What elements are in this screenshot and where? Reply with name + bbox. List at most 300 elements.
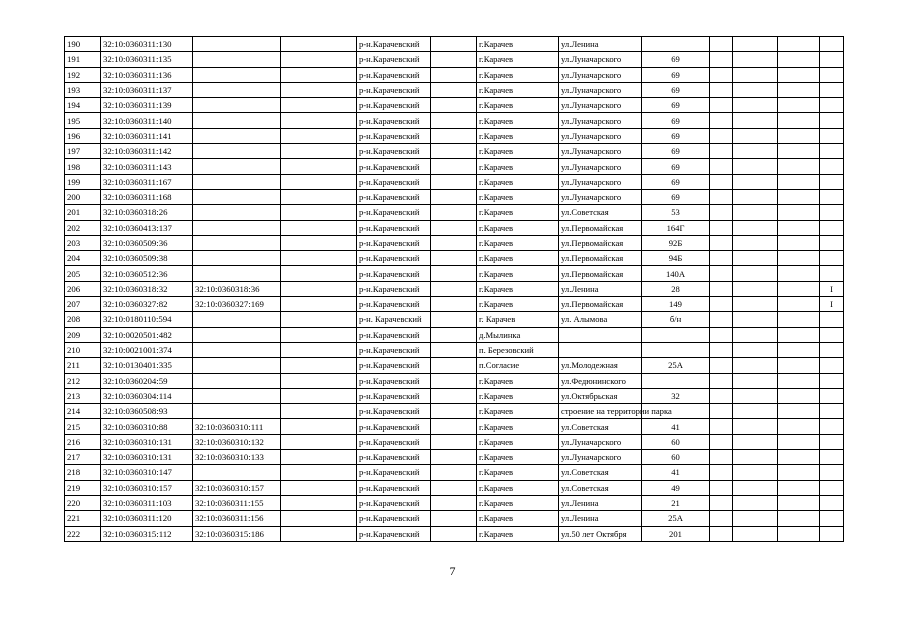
mark-cell: [820, 465, 844, 480]
empty-cell-11: [733, 67, 778, 82]
district-cell: р-н.Карачевский: [357, 342, 431, 357]
empty-cell-6: [431, 113, 477, 128]
cadastral-number-cell: 32:10:0360310:157: [101, 480, 193, 495]
house-number-cell: [642, 342, 710, 357]
empty-cell-11: [733, 342, 778, 357]
empty-cell-10: [710, 189, 733, 204]
empty-cell-11: [733, 251, 778, 266]
related-cadastral-cell: [193, 465, 281, 480]
empty-cell-10: [710, 526, 733, 541]
table-row: [65, 450, 844, 465]
empty-cell-6: [431, 450, 477, 465]
related-cadastral-cell: [193, 373, 281, 388]
settlement-cell: г.Карачев: [477, 511, 559, 526]
street-cell: ул.Молодежная: [559, 358, 642, 373]
table-body: [65, 37, 844, 542]
cadastral-number-cell: 32:10:0360310:131: [101, 450, 193, 465]
cadastral-number-cell: 32:10:0360311:140: [101, 113, 193, 128]
table-row: [65, 159, 844, 174]
table-row: [65, 404, 844, 419]
empty-cell-12: [778, 450, 820, 465]
row-number-cell: 221: [65, 511, 101, 526]
table-row: [65, 388, 844, 403]
district-cell: р-н.Карачевский: [357, 526, 431, 541]
settlement-cell: г.Карачев: [477, 419, 559, 434]
table-row: [65, 144, 844, 159]
row-number-cell: 222: [65, 526, 101, 541]
cadastral-number-cell: 32:10:0360315:112: [101, 526, 193, 541]
empty-cell-10: [710, 480, 733, 495]
empty-cell-4: [281, 205, 357, 220]
settlement-cell: г.Карачев: [477, 220, 559, 235]
empty-cell-6: [431, 251, 477, 266]
empty-cell-10: [710, 404, 733, 419]
property-registry-table: [64, 36, 844, 542]
empty-cell-11: [733, 465, 778, 480]
row-number-cell: 196: [65, 128, 101, 143]
settlement-cell: г.Карачев: [477, 297, 559, 312]
row-number-cell: 194: [65, 98, 101, 113]
empty-cell-6: [431, 37, 477, 52]
table-row: [65, 358, 844, 373]
table-row: [65, 342, 844, 357]
empty-cell-4: [281, 67, 357, 82]
empty-cell-12: [778, 113, 820, 128]
house-number-cell: 53: [642, 205, 710, 220]
street-cell: ул.Октябрьская: [559, 388, 642, 403]
empty-cell-6: [431, 388, 477, 403]
empty-cell-10: [710, 37, 733, 52]
settlement-cell: г.Карачев: [477, 159, 559, 174]
empty-cell-11: [733, 37, 778, 52]
cadastral-number-cell: 32:10:0360310:88: [101, 419, 193, 434]
empty-cell-6: [431, 434, 477, 449]
house-number-cell: 69: [642, 128, 710, 143]
row-number-cell: 204: [65, 251, 101, 266]
empty-cell-10: [710, 205, 733, 220]
settlement-cell: г.Карачев: [477, 251, 559, 266]
empty-cell-12: [778, 205, 820, 220]
empty-cell-11: [733, 419, 778, 434]
cadastral-number-cell: 32:10:0360318:26: [101, 205, 193, 220]
row-number-cell: 207: [65, 297, 101, 312]
empty-cell-12: [778, 52, 820, 67]
related-cadastral-cell: [193, 144, 281, 159]
street-cell: ул.50 лет Октября: [559, 526, 642, 541]
settlement-cell: г.Карачев: [477, 388, 559, 403]
row-number-cell: 212: [65, 373, 101, 388]
street-cell: ул.Федюнинского: [559, 373, 642, 388]
table-row: [65, 312, 844, 327]
district-cell: р-н.Карачевский: [357, 434, 431, 449]
related-cadastral-cell: [193, 98, 281, 113]
empty-cell-11: [733, 144, 778, 159]
house-number-cell: 149: [642, 297, 710, 312]
related-cadastral-cell: 32:10:0360310:133: [193, 450, 281, 465]
street-cell: [559, 327, 642, 342]
empty-cell-12: [778, 235, 820, 250]
empty-cell-10: [710, 297, 733, 312]
related-cadastral-cell: 32:10:0360310:132: [193, 434, 281, 449]
cadastral-number-cell: 32:10:0360509:38: [101, 251, 193, 266]
empty-cell-12: [778, 404, 820, 419]
table-row: [65, 434, 844, 449]
related-cadastral-cell: [193, 235, 281, 250]
district-cell: р-н.Карачевский: [357, 495, 431, 510]
cadastral-number-cell: 32:10:0180110:594: [101, 312, 193, 327]
row-number-cell: 198: [65, 159, 101, 174]
district-cell: р-н.Карачевский: [357, 98, 431, 113]
related-cadastral-cell: [193, 312, 281, 327]
house-number-cell: 69: [642, 144, 710, 159]
mark-cell: [820, 388, 844, 403]
empty-cell-10: [710, 511, 733, 526]
mark-cell: [820, 404, 844, 419]
street-cell: ул.Первомайская: [559, 251, 642, 266]
page-number: 7: [449, 564, 456, 578]
house-number-cell: 201: [642, 526, 710, 541]
empty-cell-12: [778, 220, 820, 235]
settlement-cell: г.Карачев: [477, 281, 559, 296]
mark-cell: I: [820, 281, 844, 296]
mark-cell: [820, 37, 844, 52]
row-number-cell: 211: [65, 358, 101, 373]
empty-cell-12: [778, 281, 820, 296]
empty-cell-6: [431, 373, 477, 388]
street-cell: ул. Алымова: [559, 312, 642, 327]
empty-cell-12: [778, 189, 820, 204]
house-number-cell: б/н: [642, 312, 710, 327]
row-number-cell: 215: [65, 419, 101, 434]
related-cadastral-cell: 32:10:0360310:111: [193, 419, 281, 434]
table-row: [65, 205, 844, 220]
cadastral-number-cell: 32:10:0360311:120: [101, 511, 193, 526]
cadastral-number-cell: 32:10:0360311:142: [101, 144, 193, 159]
empty-cell-4: [281, 235, 357, 250]
house-number-cell: 92Б: [642, 235, 710, 250]
empty-cell-6: [431, 174, 477, 189]
street-cell: ул.Луначарского: [559, 98, 642, 113]
empty-cell-4: [281, 404, 357, 419]
related-cadastral-cell: [193, 159, 281, 174]
empty-cell-4: [281, 480, 357, 495]
mark-cell: [820, 189, 844, 204]
house-number-cell: 69: [642, 67, 710, 82]
empty-cell-12: [778, 98, 820, 113]
table-row: [65, 480, 844, 495]
empty-cell-10: [710, 251, 733, 266]
house-number-cell: 164Г: [642, 220, 710, 235]
empty-cell-11: [733, 128, 778, 143]
empty-cell-4: [281, 327, 357, 342]
district-cell: р-н.Карачевский: [357, 511, 431, 526]
row-number-cell: 206: [65, 281, 101, 296]
district-cell: р-н.Карачевский: [357, 37, 431, 52]
cadastral-number-cell: 32:10:0360311:137: [101, 82, 193, 97]
empty-cell-6: [431, 327, 477, 342]
related-cadastral-cell: [193, 128, 281, 143]
mark-cell: [820, 235, 844, 250]
empty-cell-12: [778, 251, 820, 266]
empty-cell-6: [431, 144, 477, 159]
mark-cell: [820, 480, 844, 495]
empty-cell-11: [733, 327, 778, 342]
district-cell: р-н.Карачевский: [357, 235, 431, 250]
row-number-cell: 214: [65, 404, 101, 419]
row-number-cell: 220: [65, 495, 101, 510]
row-number-cell: 205: [65, 266, 101, 281]
cadastral-number-cell: 32:10:0360311:136: [101, 67, 193, 82]
empty-cell-12: [778, 174, 820, 189]
settlement-cell: г.Карачев: [477, 373, 559, 388]
house-number-cell: 21: [642, 495, 710, 510]
related-cadastral-cell: [193, 358, 281, 373]
street-cell: ул.Луначарского: [559, 174, 642, 189]
related-cadastral-cell: [193, 189, 281, 204]
row-number-cell: 210: [65, 342, 101, 357]
empty-cell-11: [733, 159, 778, 174]
settlement-cell: г.Карачев: [477, 174, 559, 189]
empty-cell-4: [281, 281, 357, 296]
related-cadastral-cell: [193, 327, 281, 342]
empty-cell-6: [431, 266, 477, 281]
settlement-cell: г.Карачев: [477, 52, 559, 67]
related-cadastral-cell: [193, 174, 281, 189]
empty-cell-12: [778, 312, 820, 327]
empty-cell-4: [281, 189, 357, 204]
cadastral-number-cell: 32:10:0360311:130: [101, 37, 193, 52]
empty-cell-6: [431, 67, 477, 82]
row-number-cell: 213: [65, 388, 101, 403]
street-cell: ул.Луначарского: [559, 189, 642, 204]
cadastral-number-cell: 32:10:0360310:147: [101, 465, 193, 480]
street-cell: строение на территории парка: [559, 404, 642, 419]
table-row: [65, 189, 844, 204]
empty-cell-6: [431, 281, 477, 296]
empty-cell-10: [710, 358, 733, 373]
table-row: [65, 281, 844, 296]
cadastral-number-cell: 32:10:0021001:374: [101, 342, 193, 357]
related-cadastral-cell: [193, 67, 281, 82]
empty-cell-4: [281, 526, 357, 541]
settlement-cell: г.Карачев: [477, 495, 559, 510]
mark-cell: [820, 450, 844, 465]
empty-cell-6: [431, 98, 477, 113]
related-cadastral-cell: [193, 220, 281, 235]
street-cell: ул.Луначарского: [559, 144, 642, 159]
row-number-cell: 217: [65, 450, 101, 465]
cadastral-number-cell: 32:10:0360204:59: [101, 373, 193, 388]
row-number-cell: 218: [65, 465, 101, 480]
empty-cell-12: [778, 82, 820, 97]
related-cadastral-cell: 32:10:0360311:156: [193, 511, 281, 526]
empty-cell-4: [281, 128, 357, 143]
row-number-cell: 202: [65, 220, 101, 235]
settlement-cell: г.Карачев: [477, 113, 559, 128]
empty-cell-6: [431, 419, 477, 434]
district-cell: р-н.Карачевский: [357, 419, 431, 434]
cadastral-number-cell: 32:10:0360311:167: [101, 174, 193, 189]
empty-cell-12: [778, 373, 820, 388]
settlement-cell: д.Мылинка: [477, 327, 559, 342]
empty-cell-4: [281, 434, 357, 449]
empty-cell-4: [281, 312, 357, 327]
empty-cell-11: [733, 312, 778, 327]
house-number-cell: 69: [642, 113, 710, 128]
street-cell: ул.Первомайская: [559, 297, 642, 312]
empty-cell-10: [710, 144, 733, 159]
street-cell: ул.Луначарского: [559, 159, 642, 174]
empty-cell-12: [778, 388, 820, 403]
street-cell: ул.Ленина: [559, 37, 642, 52]
settlement-cell: г. Карачев: [477, 312, 559, 327]
empty-cell-6: [431, 511, 477, 526]
related-cadastral-cell: 32:10:0360327:169: [193, 297, 281, 312]
house-number-cell: 69: [642, 98, 710, 113]
related-cadastral-cell: [193, 404, 281, 419]
mark-cell: [820, 419, 844, 434]
empty-cell-10: [710, 113, 733, 128]
empty-cell-11: [733, 450, 778, 465]
settlement-cell: г.Карачев: [477, 205, 559, 220]
street-cell: ул.Советская: [559, 480, 642, 495]
house-number-cell: 69: [642, 174, 710, 189]
house-number-cell: 41: [642, 419, 710, 434]
cadastral-number-cell: 32:10:0360311:168: [101, 189, 193, 204]
empty-cell-4: [281, 450, 357, 465]
empty-cell-12: [778, 144, 820, 159]
related-cadastral-cell: [193, 52, 281, 67]
empty-cell-4: [281, 511, 357, 526]
empty-cell-6: [431, 465, 477, 480]
empty-cell-10: [710, 434, 733, 449]
table-row: [65, 113, 844, 128]
empty-cell-10: [710, 98, 733, 113]
district-cell: р-н.Карачевский: [357, 251, 431, 266]
street-cell: ул.Луначарского: [559, 450, 642, 465]
empty-cell-4: [281, 342, 357, 357]
empty-cell-11: [733, 526, 778, 541]
district-cell: р-н.Карачевский: [357, 388, 431, 403]
empty-cell-11: [733, 373, 778, 388]
empty-cell-11: [733, 266, 778, 281]
empty-cell-11: [733, 82, 778, 97]
cadastral-number-cell: 32:10:0360311:103: [101, 495, 193, 510]
district-cell: р-н.Карачевский: [357, 327, 431, 342]
empty-cell-4: [281, 373, 357, 388]
empty-cell-6: [431, 526, 477, 541]
empty-cell-4: [281, 37, 357, 52]
table-row: [65, 37, 844, 52]
related-cadastral-cell: [193, 251, 281, 266]
table-row: [65, 266, 844, 281]
mark-cell: [820, 434, 844, 449]
mark-cell: [820, 327, 844, 342]
settlement-cell: г.Карачев: [477, 144, 559, 159]
settlement-cell: г.Карачев: [477, 235, 559, 250]
settlement-cell: г.Карачев: [477, 266, 559, 281]
empty-cell-10: [710, 465, 733, 480]
district-cell: р-н.Карачевский: [357, 82, 431, 97]
district-cell: р-н.Карачевский: [357, 465, 431, 480]
house-number-cell: 25А: [642, 511, 710, 526]
mark-cell: [820, 251, 844, 266]
empty-cell-12: [778, 327, 820, 342]
district-cell: р-н.Карачевский: [357, 52, 431, 67]
empty-cell-11: [733, 358, 778, 373]
empty-cell-11: [733, 281, 778, 296]
empty-cell-10: [710, 373, 733, 388]
empty-cell-11: [733, 480, 778, 495]
street-cell: ул.Ленина: [559, 495, 642, 510]
district-cell: р-н.Карачевский: [357, 297, 431, 312]
mark-cell: [820, 266, 844, 281]
cadastral-number-cell: 32:10:0360512:36: [101, 266, 193, 281]
house-number-cell: [642, 37, 710, 52]
house-number-cell: 60: [642, 434, 710, 449]
empty-cell-6: [431, 159, 477, 174]
mark-cell: [820, 373, 844, 388]
district-cell: р-н.Карачевский: [357, 266, 431, 281]
settlement-cell: г.Карачев: [477, 480, 559, 495]
table-row: [65, 128, 844, 143]
district-cell: р-н.Карачевский: [357, 480, 431, 495]
empty-cell-11: [733, 388, 778, 403]
settlement-cell: г.Карачев: [477, 37, 559, 52]
house-number-cell: 32: [642, 388, 710, 403]
empty-cell-4: [281, 98, 357, 113]
empty-cell-10: [710, 327, 733, 342]
table-row: [65, 235, 844, 250]
house-number-cell: [642, 327, 710, 342]
mark-cell: [820, 128, 844, 143]
district-cell: р-н.Карачевский: [357, 159, 431, 174]
empty-cell-11: [733, 434, 778, 449]
district-cell: р-н.Карачевский: [357, 220, 431, 235]
empty-cell-10: [710, 128, 733, 143]
empty-cell-6: [431, 220, 477, 235]
row-number-cell: 216: [65, 434, 101, 449]
street-cell: ул.Луначарского: [559, 67, 642, 82]
cadastral-number-cell: 32:10:0360311:141: [101, 128, 193, 143]
row-number-cell: 208: [65, 312, 101, 327]
settlement-cell: п.Согласие: [477, 358, 559, 373]
empty-cell-6: [431, 358, 477, 373]
cadastral-number-cell: 32:10:0360508:93: [101, 404, 193, 419]
empty-cell-10: [710, 388, 733, 403]
empty-cell-12: [778, 434, 820, 449]
empty-cell-10: [710, 281, 733, 296]
district-cell: р-н.Карачевский: [357, 144, 431, 159]
empty-cell-10: [710, 266, 733, 281]
district-cell: р-н.Карачевский: [357, 113, 431, 128]
district-cell: р-н.Карачевский: [357, 128, 431, 143]
empty-cell-12: [778, 526, 820, 541]
district-cell: р-н.Карачевский: [357, 450, 431, 465]
empty-cell-6: [431, 495, 477, 510]
cadastral-number-cell: 32:10:0360327:82: [101, 297, 193, 312]
table-row: [65, 251, 844, 266]
house-number-cell: 41: [642, 465, 710, 480]
district-cell: р-н.Карачевский: [357, 205, 431, 220]
empty-cell-11: [733, 404, 778, 419]
related-cadastral-cell: [193, 37, 281, 52]
empty-cell-10: [710, 235, 733, 250]
mark-cell: [820, 495, 844, 510]
empty-cell-11: [733, 511, 778, 526]
empty-cell-10: [710, 419, 733, 434]
mark-cell: [820, 205, 844, 220]
